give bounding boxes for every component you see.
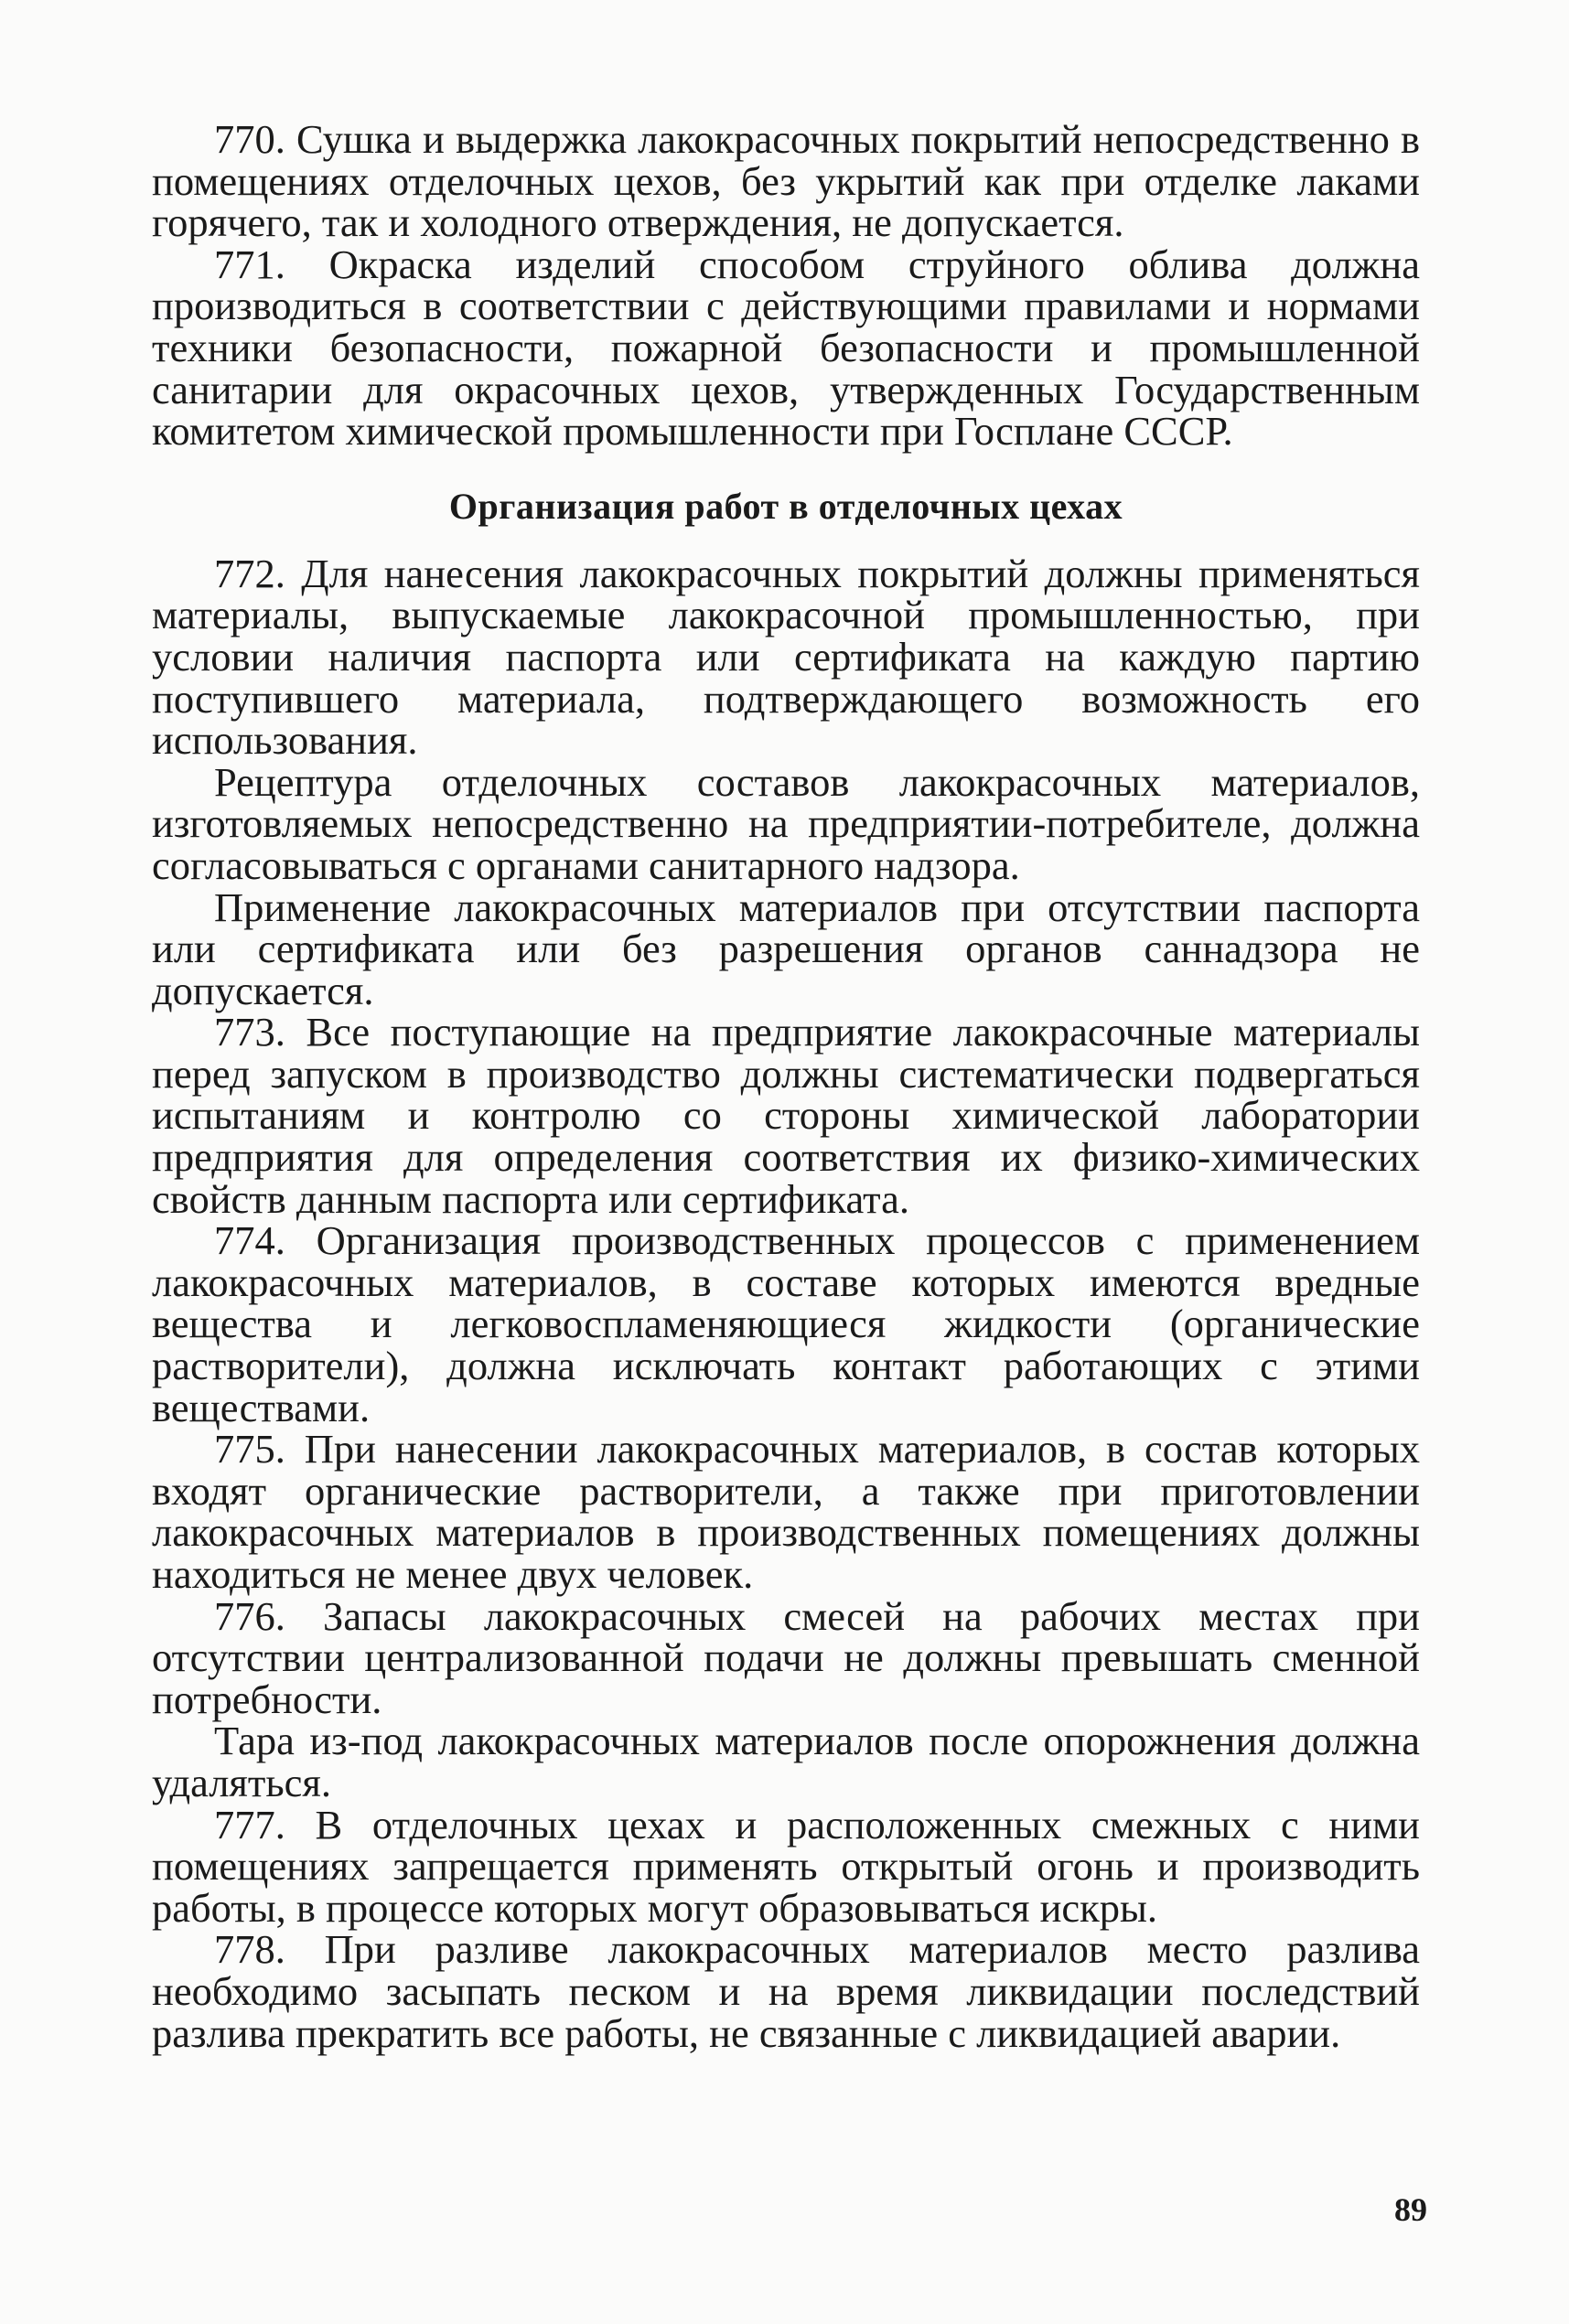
paragraph-772: 772. Для нанесения лакокрасочных покрытий должны применяться материалы, выпускаемые лакокрасочной промышленностью, при условии наличия паспорта или сертификата на каждую партию поступившего материала, подтверждающего возможность его использования. [152, 550, 1420, 764]
paragraph-773: 773. Все поступающие на предприятие лакокрасочные материалы перед запуском в производство должны систематически подвергаться испытаниям и контролю со стороны химической лаборатории предприятия для определения соответствия их физико-химических свойств данным паспорта или сертификата. [152, 1009, 1420, 1222]
paragraph-771: 771. Окраска изделий способом струйного облива должна производиться в соответствии с действующими правилами и нормами техники безопасности, пожарной безопасности и промышленной санитарии для окрасочных цехов, утвержденных Государственным комитетом химической промышленности при Госплане СССР. [152, 241, 1420, 455]
paragraph-775: 775. При нанесении лакокрасочных материалов, в состав которых входят органические растворители, а также при приготовлении лакокрасочных материалов в производственных помещениях должны находиться не менее двух человек. [152, 1426, 1420, 1597]
paragraph-776-container: Тара из-под лакокрасочных материалов после опорожнения должна удаляться. [152, 1718, 1420, 1805]
section-heading: Организация работ в отделочных цехах [448, 485, 1123, 527]
paragraph-770: 770. Сушка и выдержка лакокрасочных покрытий непосредственно в помещениях отделочных цехов, без укрытий как при отделке лаками горячего, так и холодного отверждения, не допускается. [152, 116, 1420, 246]
paragraph-778: 778. При разливе лакокрасочных материалов место разлива необходимо засыпать песком и на время ликвидации последствий разлива прекратить все работы, не связанные с ликвидацией аварии. [152, 1926, 1420, 2056]
paragraph-772-recipe: Рецептура отделочных составов лакокрасочных материалов, изготовляемых непосредственно на предприятии-потребителе, должна согласовываться с органами санитарного надзора. [152, 758, 1420, 888]
paragraph-774: 774. Организация производственных процессов с применением лакокрасочных материалов, в составе которых имеются вредные вещества и легковоспламеняющиеся жидкости (органические растворители), должна исключать контакт работающих с этими веществами. [152, 1217, 1420, 1430]
page-number: 89 [1394, 2191, 1427, 2228]
paragraph-776: 776. Запасы лакокрасочных смесей на рабочих местах при отсутствии централизованной подачи не должны превышать сменной потребности. [152, 1592, 1420, 1722]
paragraph-772-usage: Применение лакокрасочных материалов при отсутствии паспорта или сертификата или без разрешения органов саннадзора не допускается. [152, 884, 1420, 1013]
page-body [152, 116, 1420, 2056]
paragraph-777: 777. В отделочных цехах и расположенных смежных с ними помещениях запрещается применять открытый огонь и производить работы, в процессе которых могут образовываться искры. [152, 1801, 1420, 1931]
